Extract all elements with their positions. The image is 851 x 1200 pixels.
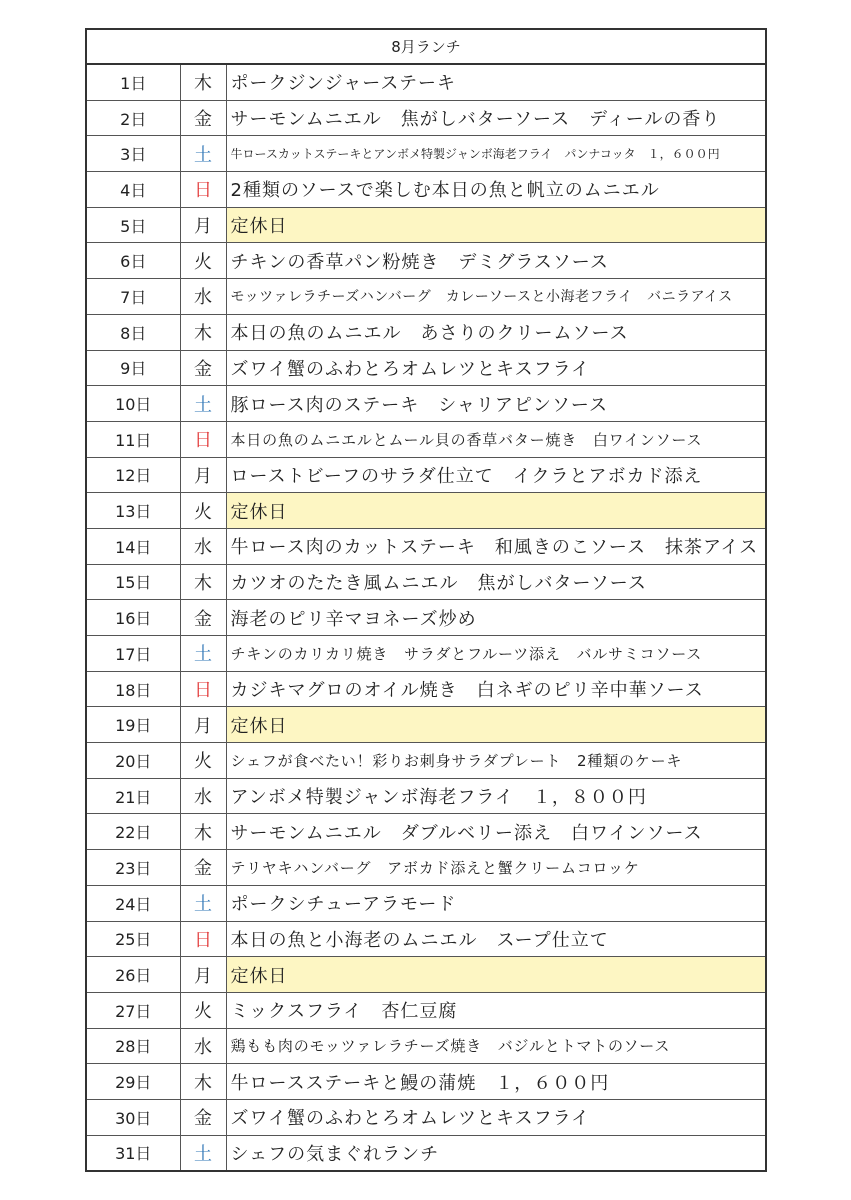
menu-row — [86, 1099, 766, 1135]
day-cell: 25日 — [86, 921, 180, 957]
menu-row — [86, 279, 766, 315]
dish-cell: 本日の魚と小海老のムニエル スープ仕立て — [226, 921, 766, 957]
menu-row — [86, 493, 766, 529]
dish-cell: 海老のピリ辛マヨネーズ炒め — [226, 600, 766, 636]
dish-cell: カツオのたたき風ムニエル 焦がしバターソース — [226, 564, 766, 600]
day-cell: 17日 — [86, 636, 180, 672]
dish-cell: ローストビーフのサラダ仕立て イクラとアボカド添え — [226, 457, 766, 493]
dish-cell: テリヤキハンバーグ アボカド添えと蟹クリームコロッケ — [226, 850, 766, 886]
weekday-cell: 火 — [180, 493, 226, 529]
weekday-cell: 月 — [180, 957, 226, 993]
menu-row — [86, 778, 766, 814]
day-cell: 4日 — [86, 172, 180, 208]
menu-row — [86, 1135, 766, 1171]
holiday-cell: 定休日 — [226, 207, 766, 243]
day-cell: 13日 — [86, 493, 180, 529]
day-cell: 7日 — [86, 279, 180, 315]
title-row — [86, 29, 766, 64]
menu-row — [86, 64, 766, 100]
weekday-cell: 木 — [180, 1064, 226, 1100]
day-cell: 14日 — [86, 528, 180, 564]
menu-row — [86, 992, 766, 1028]
menu-row — [86, 207, 766, 243]
weekday-cell: 火 — [180, 243, 226, 279]
weekday-cell: 土 — [180, 885, 226, 921]
day-cell: 21日 — [86, 778, 180, 814]
dish-cell: ズワイ蟹のふわとろオムレツとキスフライ — [226, 350, 766, 386]
day-cell: 31日 — [86, 1135, 180, 1171]
dish-cell: チキンの香草パン粉焼き デミグラスソース — [226, 243, 766, 279]
weekday-cell: 火 — [180, 992, 226, 1028]
weekday-cell: 木 — [180, 64, 226, 100]
dish-cell: 本日の魚のムニエル あさりのクリームソース — [226, 314, 766, 350]
day-cell: 16日 — [86, 600, 180, 636]
menu-row — [86, 564, 766, 600]
dish-cell: ミックスフライ 杏仁豆腐 — [226, 992, 766, 1028]
holiday-cell: 定休日 — [226, 957, 766, 993]
holiday-cell: 定休日 — [226, 707, 766, 743]
dish-cell: サーモンムニエル 焦がしバターソース ディールの香り — [226, 100, 766, 136]
weekday-cell: 水 — [180, 279, 226, 315]
day-cell: 10日 — [86, 386, 180, 422]
dish-cell: 牛ロースステーキと鰻の蒲焼 １，６００円 — [226, 1064, 766, 1100]
dish-cell: ズワイ蟹のふわとろオムレツとキスフライ — [226, 1099, 766, 1135]
day-cell: 23日 — [86, 850, 180, 886]
menu-title: 8月ランチ — [86, 29, 766, 64]
menu-row — [86, 1028, 766, 1064]
day-cell: 24日 — [86, 885, 180, 921]
day-cell: 30日 — [86, 1099, 180, 1135]
weekday-cell: 日 — [180, 921, 226, 957]
weekday-cell: 木 — [180, 314, 226, 350]
day-cell: 11日 — [86, 421, 180, 457]
day-cell: 18日 — [86, 671, 180, 707]
menu-row — [86, 743, 766, 779]
day-cell: 29日 — [86, 1064, 180, 1100]
menu-row — [86, 636, 766, 672]
dish-cell: チキンのカリカリ焼き サラダとフルーツ添え バルサミコソース — [226, 636, 766, 672]
menu-row — [86, 100, 766, 136]
day-cell: 27日 — [86, 992, 180, 1028]
menu-row — [86, 957, 766, 993]
menu-row — [86, 457, 766, 493]
day-cell: 8日 — [86, 314, 180, 350]
day-cell: 19日 — [86, 707, 180, 743]
dish-cell: ポークジンジャーステーキ — [226, 64, 766, 100]
day-cell: 26日 — [86, 957, 180, 993]
menu-row — [86, 600, 766, 636]
weekday-cell: 月 — [180, 707, 226, 743]
lunch-menu-table — [85, 28, 767, 1172]
day-cell: 2日 — [86, 100, 180, 136]
weekday-cell: 日 — [180, 421, 226, 457]
day-cell: 3日 — [86, 136, 180, 172]
menu-row — [86, 1064, 766, 1100]
dish-cell: アンボメ特製ジャンボ海老フライ １，８００円 — [226, 778, 766, 814]
weekday-cell: 水 — [180, 778, 226, 814]
menu-row — [86, 350, 766, 386]
weekday-cell: 土 — [180, 136, 226, 172]
weekday-cell: 金 — [180, 100, 226, 136]
menu-row — [86, 421, 766, 457]
menu-row — [86, 707, 766, 743]
menu-row — [86, 172, 766, 208]
menu-row — [86, 850, 766, 886]
day-cell: 6日 — [86, 243, 180, 279]
menu-row — [86, 814, 766, 850]
menu-row — [86, 314, 766, 350]
day-cell: 20日 — [86, 743, 180, 779]
dish-cell: モッツァレラチーズハンバーグ カレーソースと小海老フライ バニラアイス — [226, 279, 766, 315]
weekday-cell: 金 — [180, 600, 226, 636]
menu-row — [86, 885, 766, 921]
menu-row — [86, 528, 766, 564]
day-cell: 5日 — [86, 207, 180, 243]
dish-cell: 豚ロース肉のステーキ シャリアピンソース — [226, 386, 766, 422]
day-cell: 9日 — [86, 350, 180, 386]
menu-row — [86, 243, 766, 279]
day-cell: 12日 — [86, 457, 180, 493]
day-cell: 22日 — [86, 814, 180, 850]
weekday-cell: 月 — [180, 457, 226, 493]
weekday-cell: 土 — [180, 636, 226, 672]
weekday-cell: 日 — [180, 671, 226, 707]
dish-cell: 鶏もも肉のモッツァレラチーズ焼き バジルとトマトのソース — [226, 1028, 766, 1064]
day-cell: 28日 — [86, 1028, 180, 1064]
weekday-cell: 土 — [180, 386, 226, 422]
dish-cell: 2種類のソースで楽しむ本日の魚と帆立のムニエル — [226, 172, 766, 208]
weekday-cell: 土 — [180, 1135, 226, 1171]
day-cell: 15日 — [86, 564, 180, 600]
dish-cell: 牛ロースカットステーキとアンボメ特製ジャンボ海老フライ パンナコッタ １，６００円 — [226, 136, 766, 172]
menu-row — [86, 136, 766, 172]
weekday-cell: 木 — [180, 564, 226, 600]
weekday-cell: 木 — [180, 814, 226, 850]
dish-cell: 本日の魚のムニエルとムール貝の香草バター焼き 白ワインソース — [226, 421, 766, 457]
weekday-cell: 金 — [180, 350, 226, 386]
dish-cell: サーモンムニエル ダブルベリー添え 白ワインソース — [226, 814, 766, 850]
menu-row — [86, 386, 766, 422]
dish-cell: カジキマグロのオイル焼き 白ネギのピリ辛中華ソース — [226, 671, 766, 707]
menu-row — [86, 921, 766, 957]
weekday-cell: 金 — [180, 1099, 226, 1135]
weekday-cell: 月 — [180, 207, 226, 243]
dish-cell: 牛ロース肉のカットステーキ 和風きのこソース 抹茶アイス — [226, 528, 766, 564]
weekday-cell: 水 — [180, 1028, 226, 1064]
weekday-cell: 日 — [180, 172, 226, 208]
menu-row — [86, 671, 766, 707]
dish-cell: シェフの気まぐれランチ — [226, 1135, 766, 1171]
dish-cell: シェフが食べたい！彩りお刺身サラダプレート 2種類のケーキ — [226, 743, 766, 779]
holiday-cell: 定休日 — [226, 493, 766, 529]
weekday-cell: 金 — [180, 850, 226, 886]
weekday-cell: 火 — [180, 743, 226, 779]
day-cell: 1日 — [86, 64, 180, 100]
dish-cell: ポークシチューアラモード — [226, 885, 766, 921]
weekday-cell: 水 — [180, 528, 226, 564]
